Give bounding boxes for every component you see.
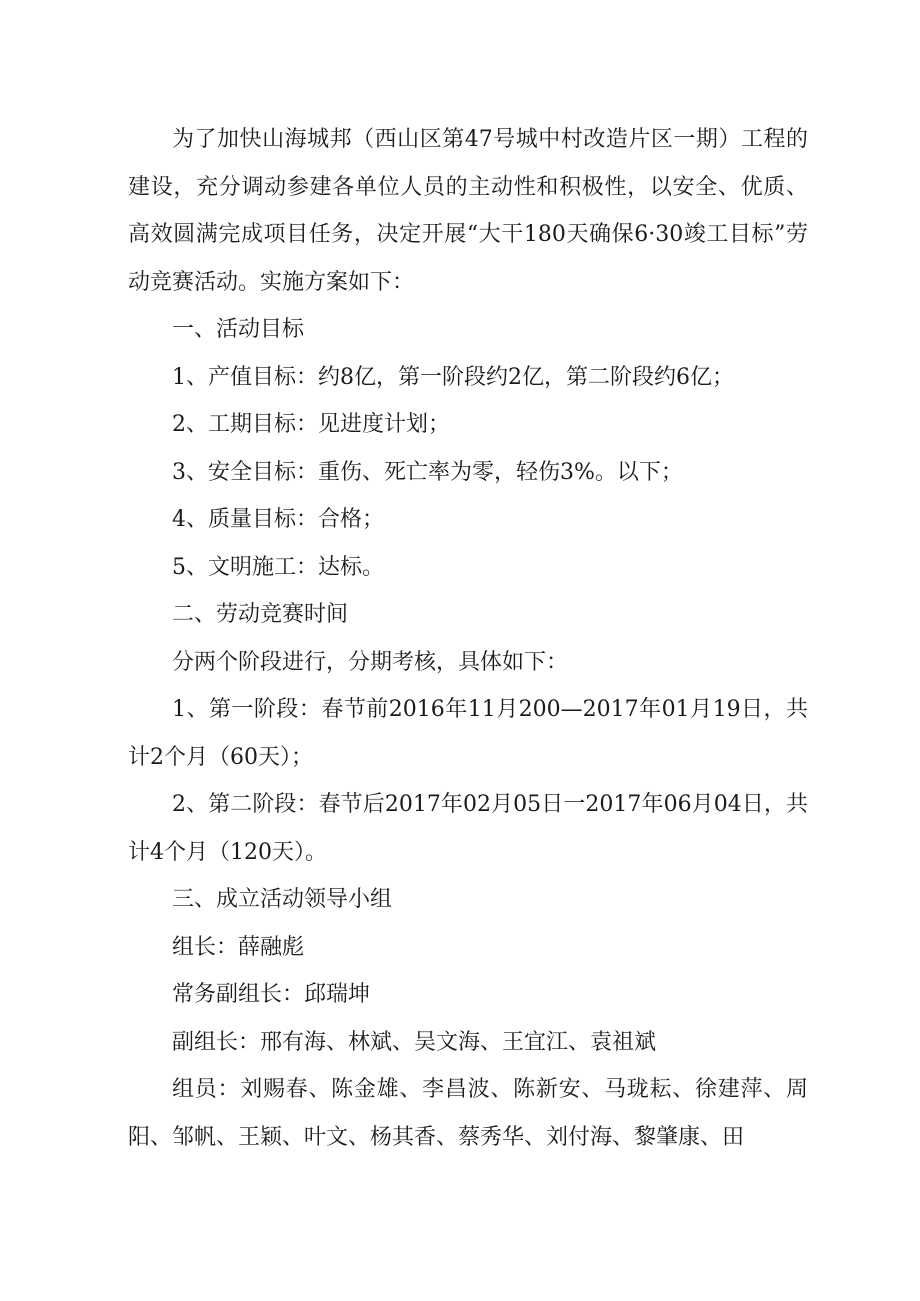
section-heading-goals: 一、活动目标 [172,317,305,342]
intro-paragraph: 为了加快山海城邦（西山区第47号城中村改造片区一期）工程的建设，充分调动参建各单位人员的主动性和积极性，以安全、优质、高效圆满完成项目任务，决定开展“大干180天确保6·30竣工目标”劳动竞赛活动。实施方案如下： [128,127,808,295]
executive-deputy-leader: 常务副组长：邱瑞坤 [172,982,371,1007]
deputy-leaders: 副组长：邢有海、林斌、吴文海、王宜江、袁祖斌 [172,1029,657,1055]
phase-two: 2、第二阶段：春节后2017年02月05日一2017年06月04日，共计4个月（120天）。 [128,792,808,865]
competition-time-intro: 分两个阶段进行，分期考核，具体如下： [172,649,569,675]
phase-one: 1、第一阶段：春节前2016年11月200—2017年01月19日，共计2个月（60天）； [128,697,808,770]
goal-quality: 4、质量目标：合格； [172,507,384,532]
group-leader: 组长：薛融彪 [172,934,305,960]
goal-output-value: 1、产值目标：约8亿，第一阶段约2亿，第二阶段约6亿； [172,364,734,390]
section-heading-competition-time: 二、劳动竞赛时间 [172,602,349,627]
goal-schedule: 2、工期目标：见进度计划； [172,412,450,437]
section-heading-leadership-group: 三、成立活动领导小组 [172,887,393,912]
goal-civilized-construction: 5、文明施工：达标。 [172,554,384,580]
document-body [128,116,808,1161]
group-members: 组员：刘赐春、陈金雄、李昌波、陈新安、马珑耘、徐建萍、周阳、邹帆、王颖、叶文、杨其香、蔡秀华、刘付海、黎肇康、田 [128,1077,808,1150]
goal-safety: 3、安全目标：重伤、死亡率为零，轻伤3%。以下； [172,459,683,485]
